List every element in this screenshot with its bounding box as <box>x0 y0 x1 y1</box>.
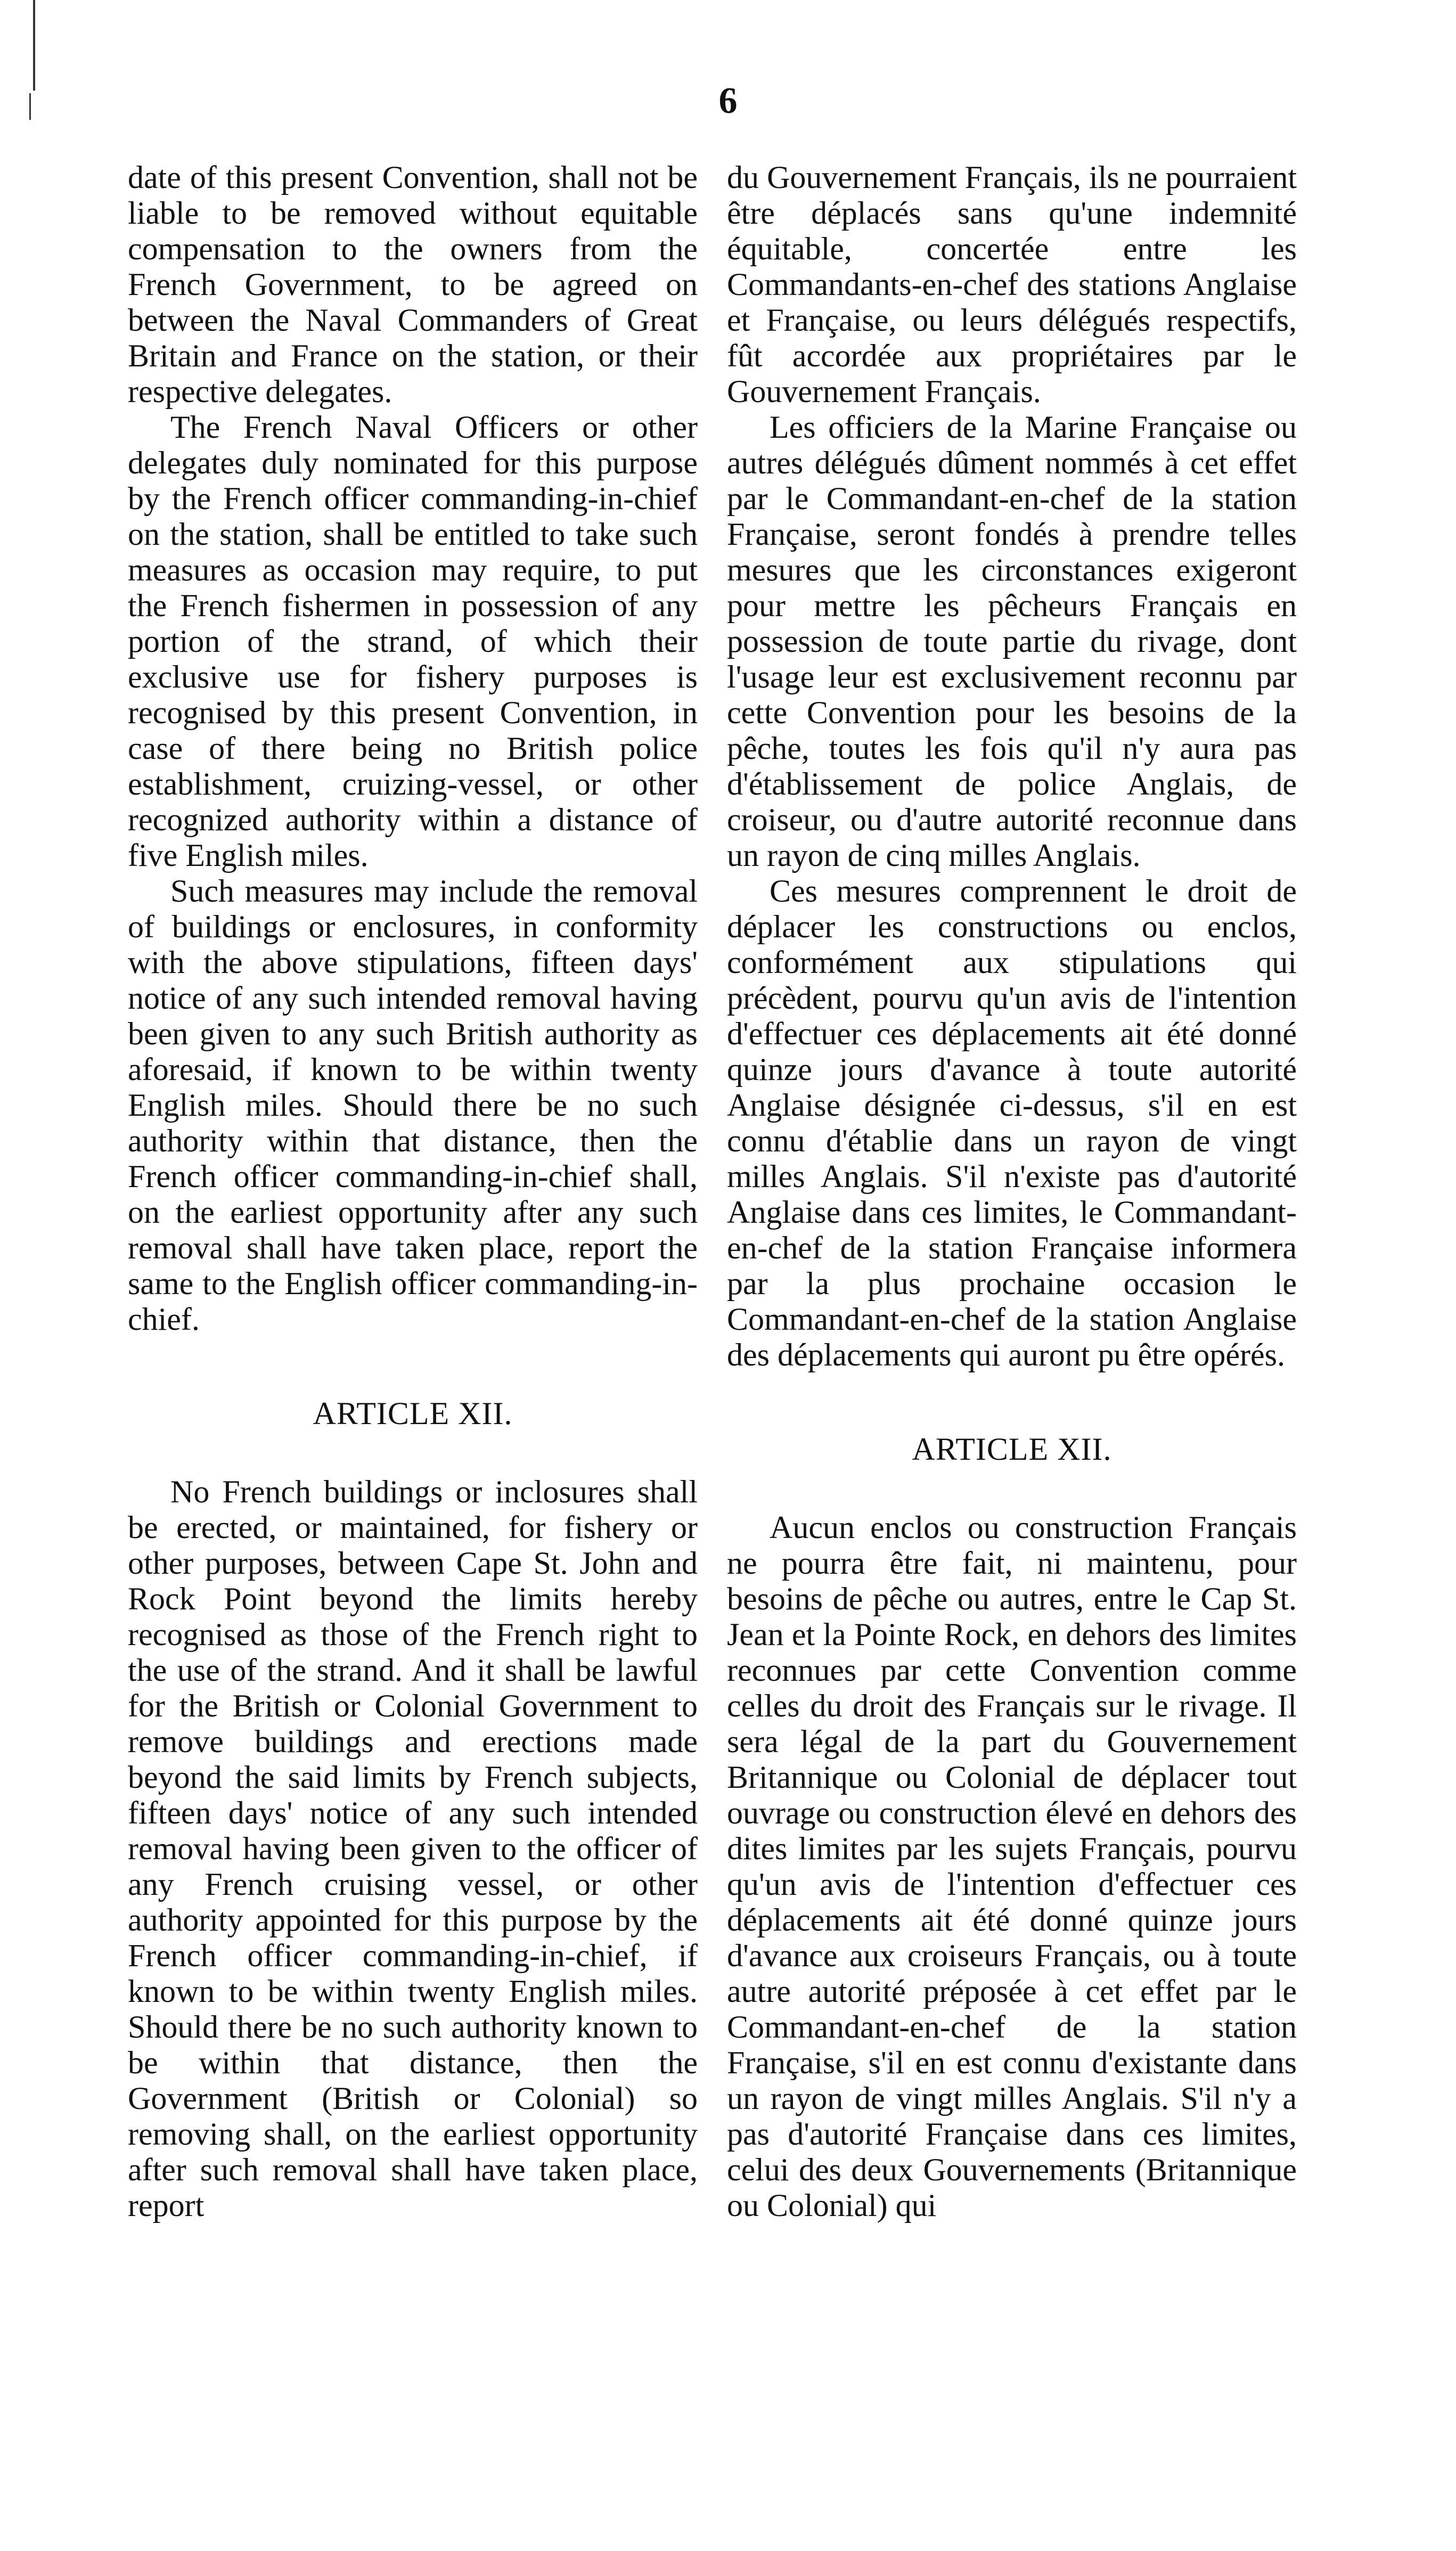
english-paragraph-2: The French Naval Officers or other delegates duly nominated for this purpose by the French officer commanding-in-chief on the station, shall be entitled to take such measures as occasion may require, to put the French fishermen in possession of any portion of the strand, of which their exclusive use for fishery purposes is recognised by this present Convention, in case of there being no British police establishment, cruizing-vessel, or other recognized authority within a distance of five English miles. <box>128 410 698 873</box>
french-paragraph-4: Aucun enclos ou construction Français ne pourra être fait, ni maintenu, pour besoins de pêche ou autres, entre le Cap St. Jean et la Pointe Rock, en dehors des limites reconnues par cette Convention comme celles du droit des Français sur le rivage. Il sera légal de la part du Gouvernement Britannique ou Colonial de déplacer tout ouvrage ou construction élevé en dehors des dites limites par les sujets Français, pourvu qu'un avis de l'intention d'effectuer ces déplacements ait été donné quinze jours d'avance aux croiseurs Français, ou à toute autre autorité préposée à cet effet par le Commandant-en-chef de la station Française, s'il en est connu d'existante dans un rayon de vingt milles Anglais. S'il n'y a pas d'autorité Française dans ces limites, celui des deux Gouvernements (Britannique ou Colonial) qui <box>727 1510 1297 2223</box>
english-paragraph-4: No French buildings or inclosures shall be erected, or maintained, for fishery or other purposes, between Cape St. John and Rock Point beyond the limits hereby recognised as those of the French right to the use of the strand. And it shall be lawful for the British or Colonial Government to remove buildings and erections made beyond the said limits by French subjects, fifteen days' notice of any such intended removal having been given to the officer of any French cruising vessel, or other authority appointed for this purpose by the French officer commanding-in-chief, if known to be within twenty English miles. Should there be no such authority known to be within that distance, then the Government (British or Colonial) so removing shall, on the earliest opportunity after such removal shall have taken place, report <box>128 1474 698 2223</box>
french-paragraph-3: Ces mesures comprennent le droit de déplacer les constructions ou enclos, conformément aux stipulations qui précèdent, pourvu qu'un avis de l'intention d'effectuer ces déplacements ait été donné quinze jours d'avance à toute autorité Anglaise désignée ci-dessus, s'il en est connu d'établie dans un rayon de vingt milles Anglais. S'il n'existe pas d'autorité Anglaise dans ces limites, le Commandant-en-chef de la station Française informera par la plus prochaine occasion le Commandant-en-chef de la station Anglaise des déplacements qui auront pu être opérés. <box>727 873 1297 1372</box>
english-column <box>128 160 698 2223</box>
french-paragraph-1: du Gouvernement Français, ils ne pourraient être déplacés sans qu'une indemnité équitable, concertée entre les Commandants-en-chef des stations Anglaise et Française, ou leurs délégués respectifs, fût accordée aux propriétaires par le Gouvernement Français. <box>727 160 1297 409</box>
margin-mark <box>33 0 35 91</box>
french-column <box>727 160 1297 2223</box>
page-number: 6 <box>718 80 738 121</box>
french-paragraph-2: Les officiers de la Marine Française ou autres délégués dûment nommés à cet effet par le Commandant-en-chef de la station Française, seront fondés à prendre telles mesures que les circonstances exigeront pour mettre les pêcheurs Français en possession de toute partie du rivage, dont l'usage leur est exclusivement reconnu par cette Convention pour les besoins de la pêche, toutes les fois qu'il n'y aura pas d'établissement de police Anglais, de croiseur, ou d'autre autorité reconnue dans un rayon de cinq milles Anglais. <box>727 410 1297 873</box>
english-article-heading: ARTICLE XII. <box>313 1396 513 1431</box>
french-article-heading: ARTICLE XII. <box>912 1432 1112 1467</box>
english-paragraph-1: date of this present Convention, shall not be liable to be removed without equitable compensation to the owners from the French Government, to be agreed on between the Naval Commanders of Great Britain and France on the station, or their respective delegates. <box>128 160 698 409</box>
english-paragraph-3: Such measures may include the removal of buildings or enclosures, in conformity with the above stipulations, fifteen days' notice of any such intended removal having been given to any such British authority as aforesaid, if known to be within twenty English miles. Should there be no such authority within that distance, then the French officer commanding-in-chief shall, on the earliest opportunity after any such removal shall have taken place, report the same to the English officer commanding-in-chief. <box>128 873 698 1337</box>
